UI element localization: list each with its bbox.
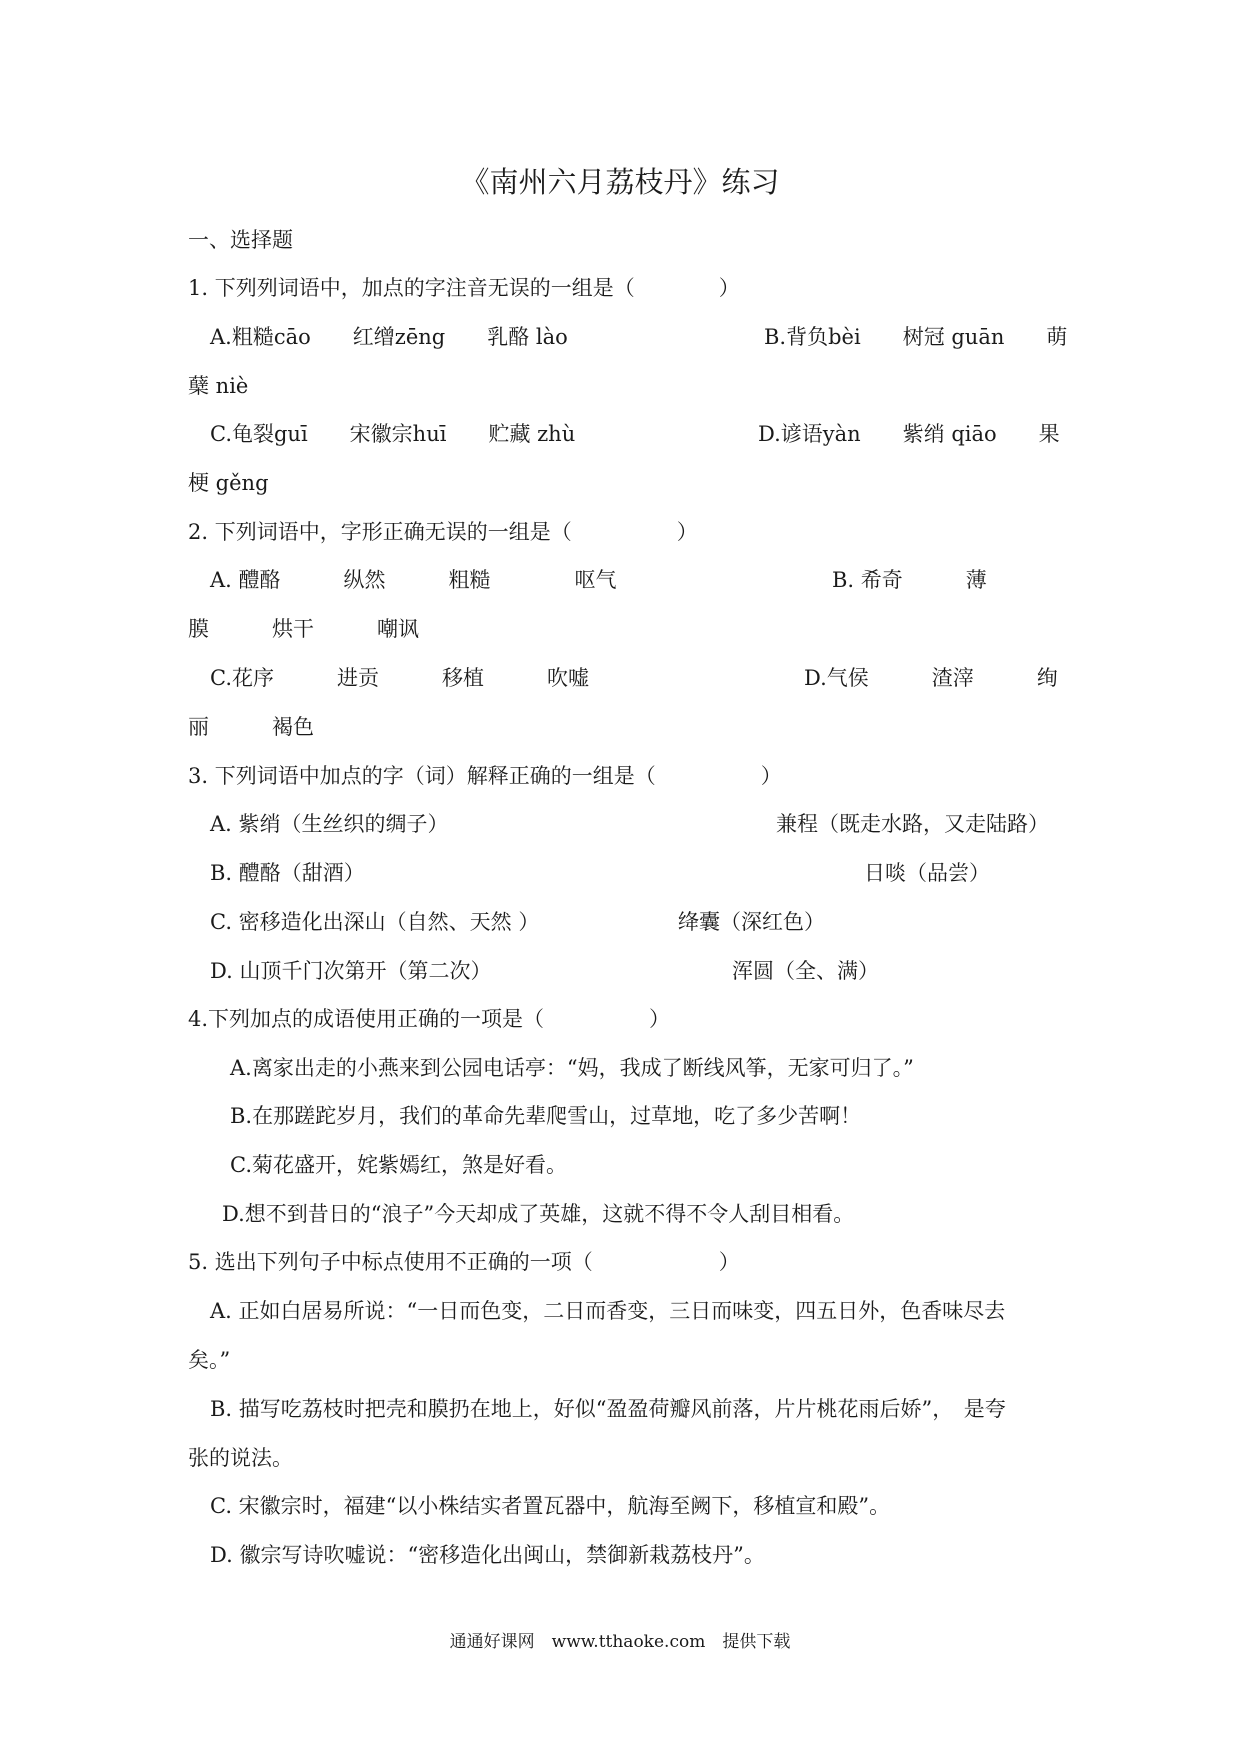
q5-option-b: B. 描写吃荔枝时把壳和膜扔在地上，好似“盈盈荷瓣风前落，片片桃花雨后娇”， 是夸: [210, 1397, 1006, 1421]
q4-option-c: C.菊花盛开，姹紫嫣红，煞是好看。: [230, 1153, 567, 1177]
q2-option-d-continued: 丽 褐色: [188, 715, 314, 739]
q1-option-a: A.粗糙cāo 红缯zēng 乳酪 lào: [210, 325, 568, 349]
q3-stem: 3. 下列词语中加点的字（词）解释正确的一组是（ ）: [188, 764, 782, 788]
q5-option-b-continued: 张的说法。: [188, 1446, 293, 1470]
q3-option-a-second: 兼程（既走水路，又走陆路）: [776, 812, 1049, 836]
q1-option-b-continued: 蘖 niè: [188, 374, 249, 398]
q3-option-d-second: 浑圆（全、满）: [732, 959, 879, 983]
q1-option-d: D.谚语yàn 紫绡 qiāo 果: [758, 422, 1060, 446]
q2-stem: 2. 下列词语中，字形正确无误的一组是（ ）: [188, 520, 698, 544]
q3-option-a: A. 紫绡（生丝织的绸子）: [210, 812, 449, 836]
q5-option-a: A. 正如白居易所说：“一日而色变，二日而香变，三日而味变，四五日外，色香味尽去: [210, 1299, 1006, 1323]
q3-option-c-second: 绛囊（深红色）: [678, 910, 825, 934]
q2-option-a: A. 醴酪 纵然 粗糙 呕气: [210, 568, 617, 592]
q3-option-b-second: 日啖（品尝）: [864, 861, 990, 885]
q2-option-c: C.花序 进贡 移植 吹嘘: [210, 666, 589, 690]
q1-stem: 1. 下列列词语中，加点的字注音无误的一组是（ ）: [188, 276, 740, 300]
q4-option-b: B.在那蹉跎岁月，我们的革命先辈爬雪山，过草地，吃了多少苦啊！: [230, 1104, 862, 1128]
q4-stem: 4.下列加点的成语使用正确的一项是（ ）: [188, 1007, 671, 1031]
q3-option-c: C. 密移造化出深山（自然、天然 ）: [210, 910, 540, 934]
q5-option-a-continued: 矣。”: [188, 1348, 231, 1372]
q2-option-d: D.气侯 渣滓 绚: [804, 666, 1058, 690]
q5-option-d: D. 徽宗写诗吹嘘说：“密移造化出闽山，禁御新栽荔枝丹”。: [210, 1543, 765, 1567]
q1-option-c: C.龟裂guī 宋徽宗huī 贮藏 zhù: [210, 422, 576, 446]
q1-option-d-continued: 梗 gěng: [188, 471, 269, 495]
q5-option-c: C. 宋徽宗时，福建“以小株结实者置瓦器中，航海至阙下，移植宣和殿”。: [210, 1494, 891, 1518]
q2-option-b-continued: 膜 烘干 嘲讽: [188, 617, 419, 641]
document-title: 《南州六月荔枝丹》练习: [460, 165, 780, 199]
q5-stem: 5. 选出下列句子中标点使用不正确的一项（ ）: [188, 1250, 740, 1274]
q1-option-b: B.背负bèi 树冠 guān 萌: [764, 325, 1068, 349]
q4-option-d: D.想不到昔日的“浪子”今天却成了英雄，这就不得不令人刮目相看。: [222, 1202, 855, 1226]
q3-option-b: B. 醴酪（甜酒）: [210, 861, 365, 885]
q4-option-a: A.离家出走的小燕来到公园电话亭：“妈，我成了断线风筝，无家可归了。”: [230, 1056, 914, 1080]
footer-credit: 通通好课网 www.tthaoke.com 提供下载: [449, 1632, 791, 1652]
q2-option-b: B. 希奇 薄: [832, 568, 987, 592]
q3-option-d: D. 山顶千门次第开（第二次）: [210, 959, 492, 983]
section-heading: 一、选择题: [188, 228, 293, 252]
